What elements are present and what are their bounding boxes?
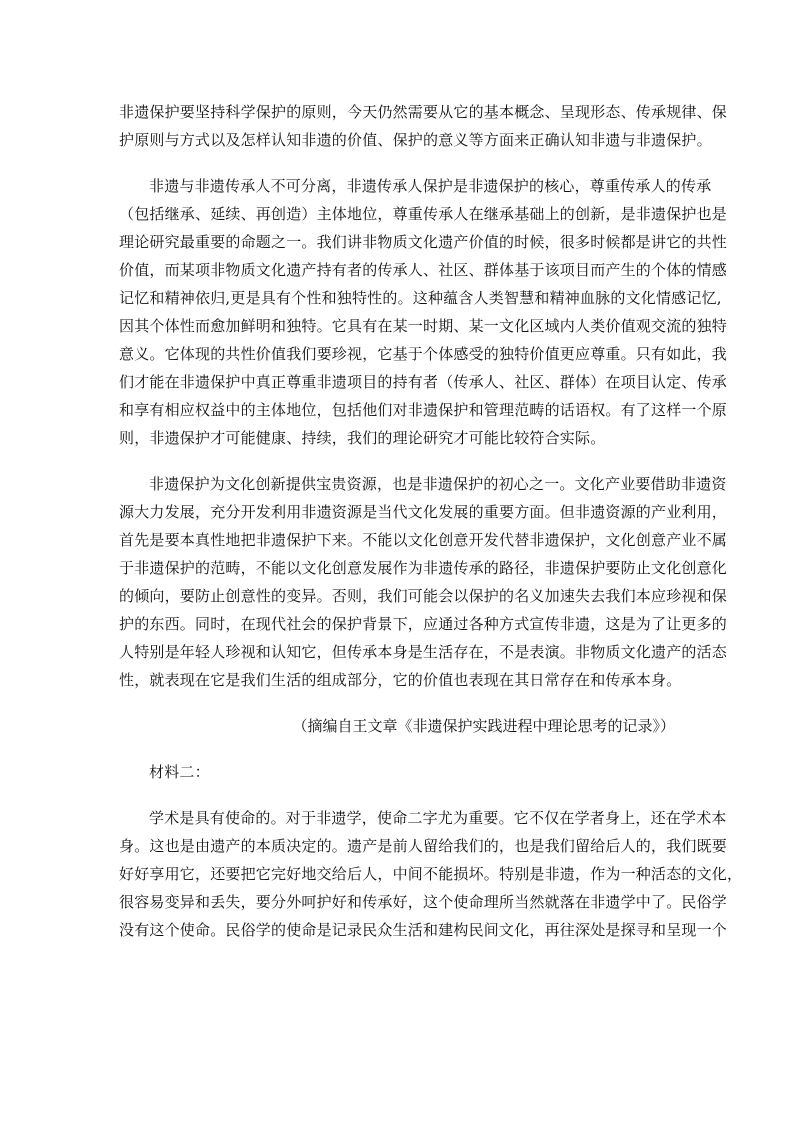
text-line: 于非遗保护的范畴，不能以文化创意发展作为非遗传承的路径，非遗保护要防止文化创意化 [119, 559, 728, 577]
text-line: 非遗与非遗传承人不可分离，非遗传承人保护是非遗保护的核心，尊重传承人的传承 [149, 177, 712, 195]
text-line: 们才能在非遗保护中真正尊重非遗项目的持有者（传承人、社区、群体）在项目认定、传承 [119, 373, 728, 391]
text-line: 非遗保护为文化创新提供宝贵资源，也是非遗保护的初心之一。文化产业要借助非遗资 [149, 475, 727, 493]
text-line: 源大力发展，充分开发利用非遗资源是当代文化发展的重要方面。但非遗资源的产业利用， [119, 503, 728, 521]
source-citation: （摘编自王文章《非遗保护实践进程中理论思考的记录》） [292, 717, 675, 735]
paragraph-2 [119, 172, 728, 452]
text-line: 性，就表现在它是我们生活的组成部分，它的价值也表现在其日常存在和传承本身。 [119, 671, 682, 689]
section-heading-material-2: 材料二： [149, 763, 210, 781]
text-line: 价值，而某项非物质文化遗产持有者的传承人、社区、群体基于该项目而产生的个体的情感 [119, 261, 728, 279]
paragraph-4 [119, 804, 743, 944]
text-line: 身。这也是由遗产的本质决定的。遗产是前人留给我们的，也是我们留给后人的，我们既要 [119, 837, 728, 855]
text-line: 好好享用它，还要把它完好地交给后人，中间不能损坏。特别是非遗，作为一种活态的文化， [119, 865, 743, 883]
document-page [119, 98, 743, 944]
text-line: 记忆和精神依归,更是具有个性和独特性的。这种蕴含人类智慧和精神血脉的文化情感记忆, [119, 289, 722, 307]
text-line: 因其个体性而愈加鲜明和独特。它具有在某一时期、某一文化区域内人类价值观交流的独特 [119, 317, 728, 335]
paragraph-1 [119, 98, 728, 154]
text-line: 的倾向，要防止创意性的变异。否则，我们可能会以保护的名义加速失去我们本应珍视和保 [119, 587, 728, 605]
text-line: 意义。它体现的共性价值我们要珍视，它基于个体感受的独特价值更应尊重。只有如此，我 [119, 345, 728, 363]
text-line: 人特别是年轻人珍视和认知它，但传承本身是生活存在，不是表演。非物质文化遗产的活态 [119, 643, 728, 661]
text-line: 首先是要本真性地把非遗保护下来。不能以文化创意开发代替非遗保护，文化创意产业不属 [119, 531, 728, 549]
paragraph-3 [119, 470, 728, 694]
text-line: 护的东西。同时，在现代社会的保护背景下，应通过各种方式宣传非遗，这是为了让更多的 [119, 615, 728, 633]
text-line: 没有这个使命。民俗学的使命是记录民众生活和建构民间文化，再往深处是探寻和呈现一个 [119, 921, 728, 939]
text-line: 理论研究最重要的命题之一。我们讲非物质文化遗产价值的时候，很多时候都是讲它的共性 [119, 233, 728, 251]
text-line: 和享有相应权益中的主体地位，包括他们对非遗保护和管理范畴的话语权。有了这样一个原 [119, 401, 728, 419]
text-line: 很容易变异和丢失，要分外呵护好和传承好，这个使命理所当然就落在非遗学中了。民俗学 [119, 893, 728, 911]
text-line: 非遗保护要坚持科学保护的原则，今天仍然需要从它的基本概念、呈现形态、传承规律、保 [119, 103, 728, 121]
text-line: （包括继承、延续、再创造）主体地位，尊重传承人在继承基础上的创新，是非遗保护也是 [119, 205, 728, 223]
text-line: 学术是具有使命的。对于非遗学，使命二字尤为重要。它不仅在学者身上，还在学术本 [149, 809, 727, 827]
text-line: 护原则与方式以及怎样认知非遗的价值、保护的意义等方面来正确认知非遗与非遗保护。 [119, 131, 712, 149]
text-line: 则，非遗保护才可能健康、持续，我们的理论研究才可能比较符合实际。 [119, 429, 606, 447]
